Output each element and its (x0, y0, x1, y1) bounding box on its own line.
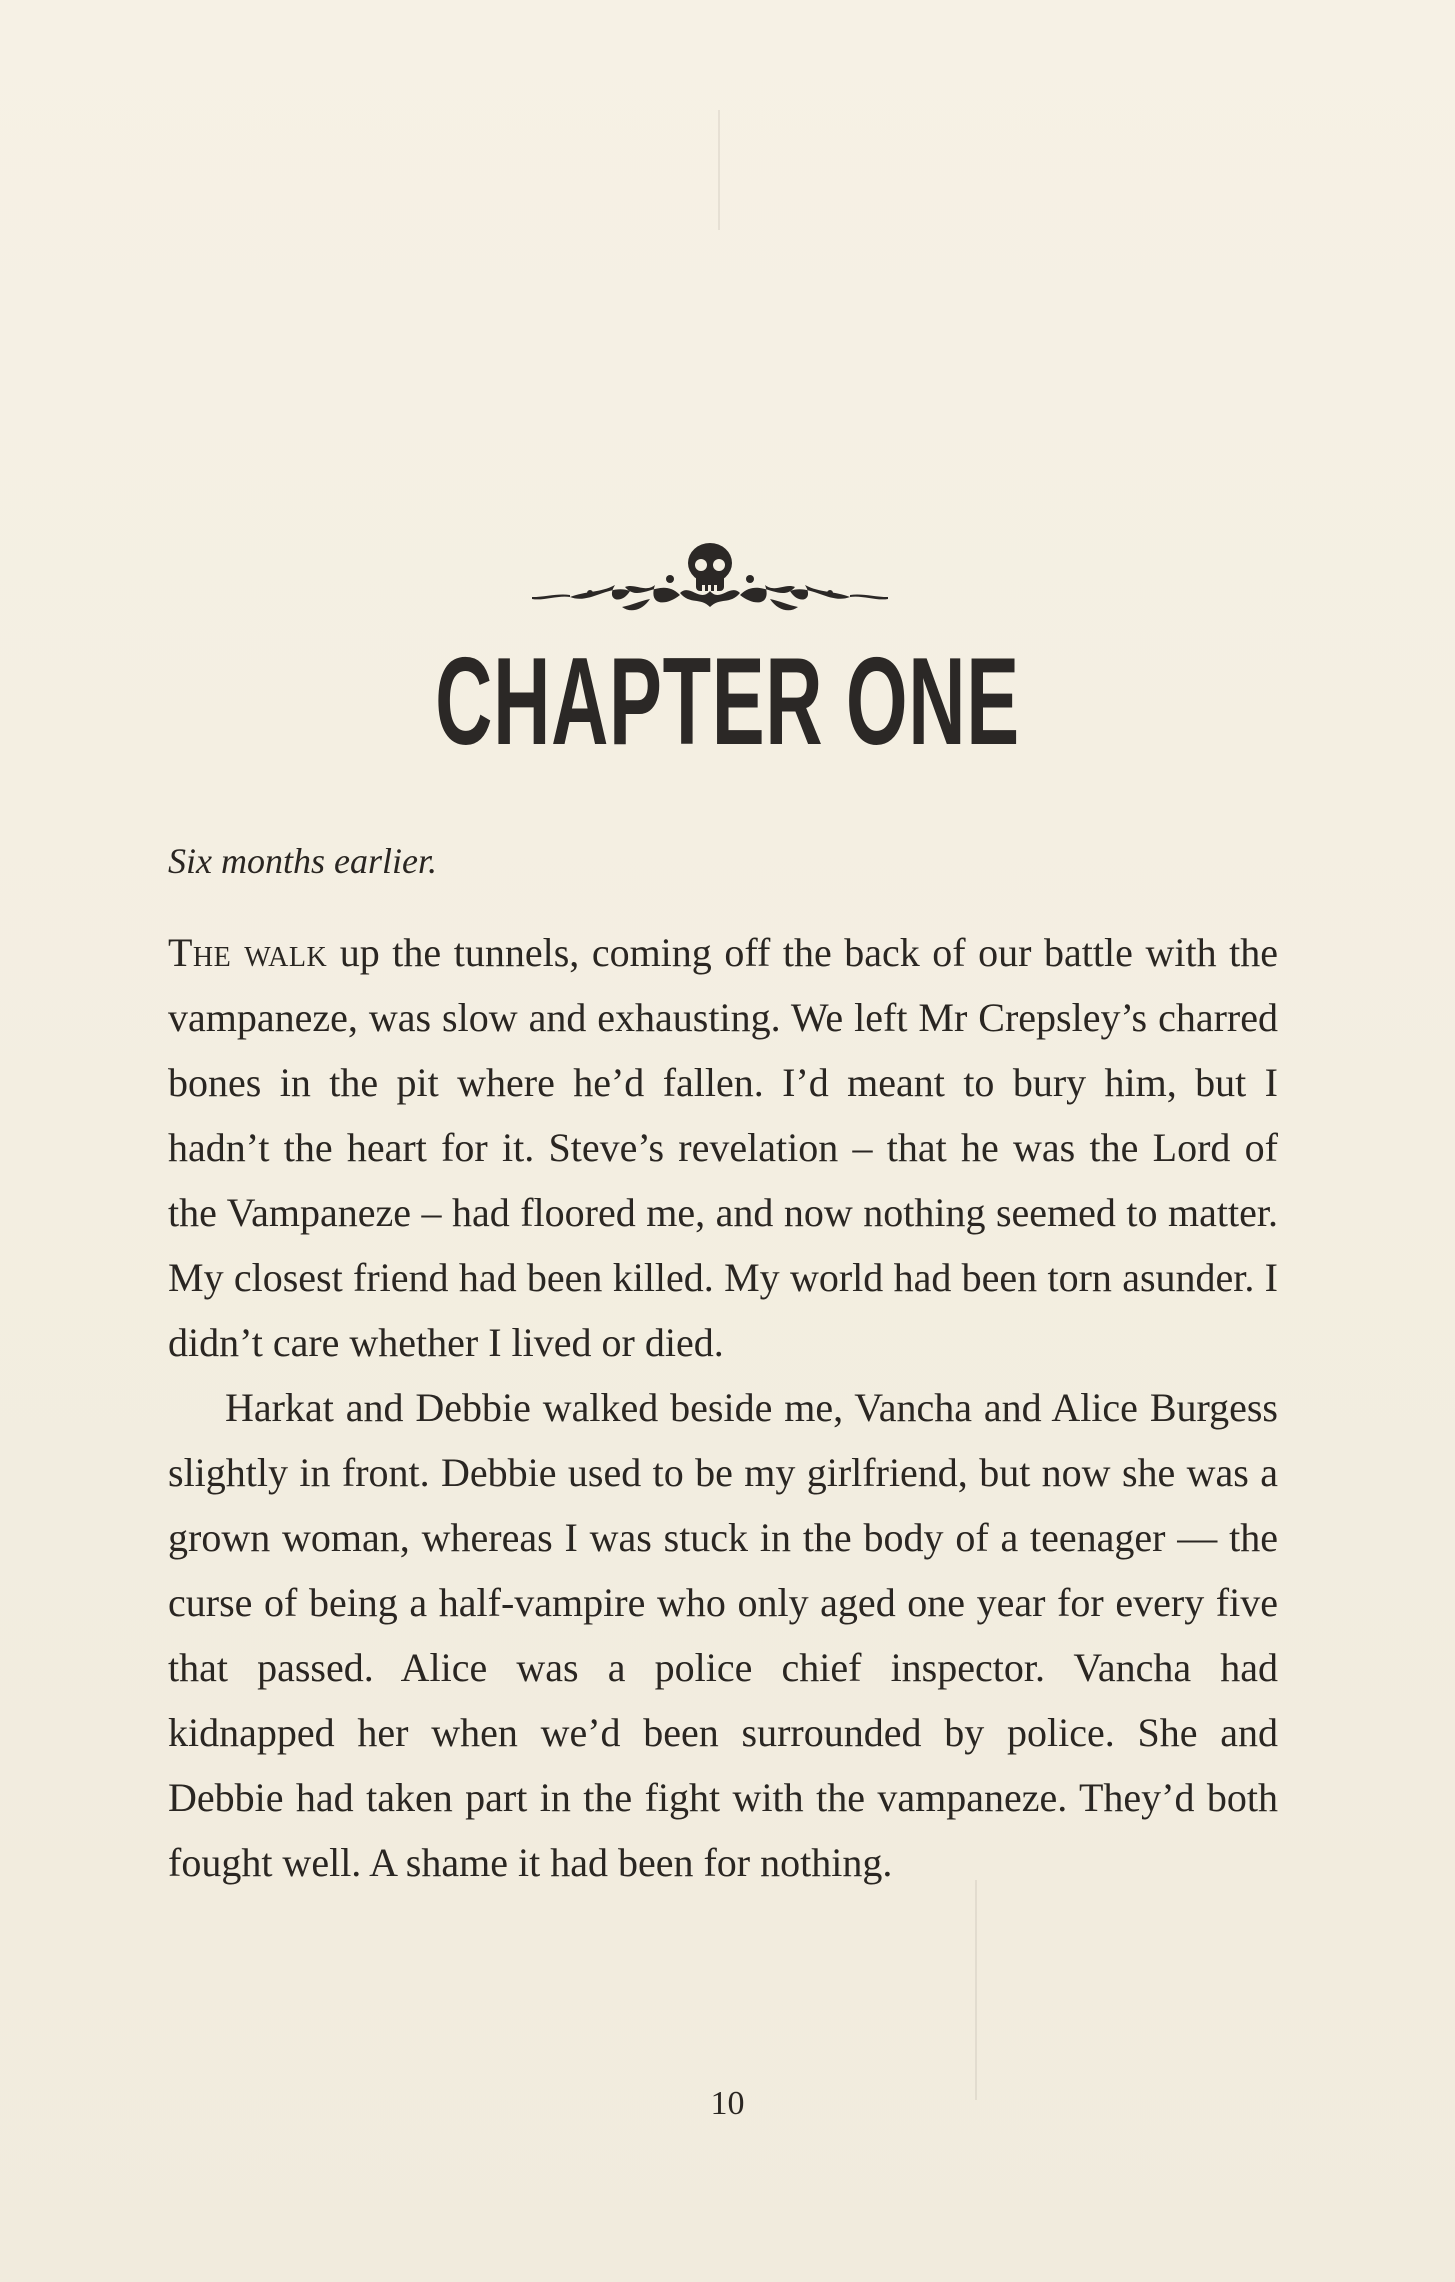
chapter-title: CHAPTER ONE (435, 633, 1020, 771)
skull-ornament-icon (530, 535, 890, 645)
paragraph (168, 1375, 1278, 1895)
paragraph-lead: The walk (168, 930, 328, 975)
page-crease (718, 110, 720, 230)
page-number: 10 (710, 2085, 745, 2122)
paragraph-text: up the tunnels, coming off the back of our battle with the vampaneze, was slow and exhausting. We left Mr Crepsley’s charred bones in the pit where he’d fallen. I’d meant to bury him, but I hadn’t the heart for it. Steve’s revelation – that he was the Lord of the Vampaneze – had floored me, and now nothing seemed to matter. My closest friend had been killed. My world had been torn asunder. I didn’t care whether I lived or died. (168, 930, 1278, 1365)
page-crease (975, 1880, 977, 2100)
paragraph-text: Harkat and Debbie walked beside me, Vancha and Alice Burgess slightly in front. Debbie used to be my girlfriend, but now she was a grown woman, whereas I was stuck in the body of a teenager — the curse of being a half-vampire who only aged one year for every five that passed. Alice was a police chief inspector. Vancha had kidnapped her when we’d been surrounded by police. She and Debbie had taken part in the fight with the vampaneze. They’d both fought well. A shame it had been for nothing. (168, 1385, 1278, 1885)
chapter-subtitle: Six months earlier. (168, 841, 437, 881)
chapter-body (168, 920, 1278, 1895)
paragraph (168, 920, 1278, 1375)
